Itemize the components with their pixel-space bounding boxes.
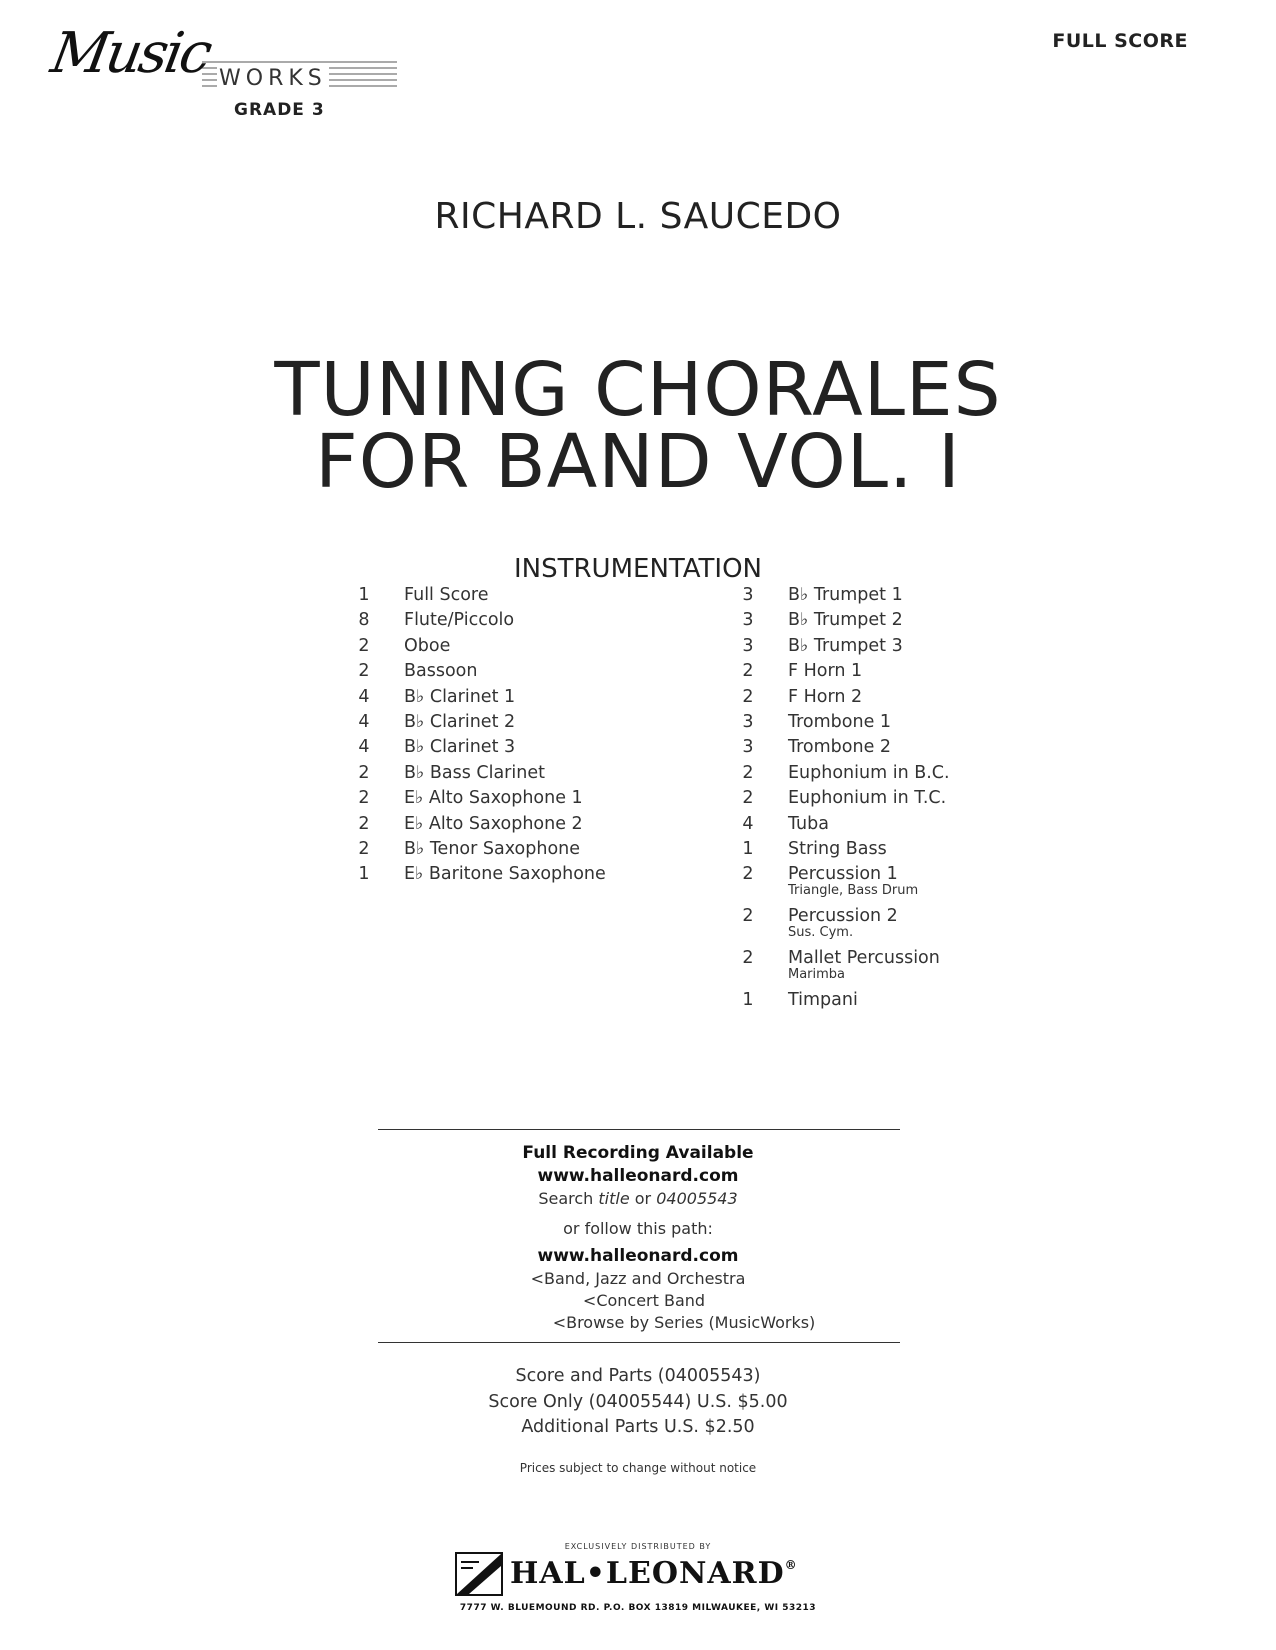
- instrument-name: [788, 788, 946, 808]
- logo-works-text: WORKS: [219, 66, 327, 91]
- instrument-quantity: 8: [358, 610, 370, 631]
- instrument-detail: Sus. Cym.: [788, 925, 854, 941]
- instrument-quantity: 2: [358, 839, 370, 859]
- hal-leonard-emblem-icon: [455, 1552, 503, 1596]
- instrument-quantity: 2: [358, 813, 370, 834]
- instrument-key: B♭: [788, 635, 809, 656]
- instrument-label: Trombone 1: [788, 712, 892, 732]
- price-line-1: Score and Parts (04005543): [515, 1366, 761, 1386]
- instrument-quantity: 3: [742, 635, 754, 656]
- instrument-quantity: 4: [358, 712, 370, 732]
- publisher-address: 7777 W. BLUEMOUND RD. P.O. BOX 13819 MILWAUKEE, WI 53213: [459, 1603, 817, 1613]
- instrument-label: F Horn 1: [788, 661, 863, 682]
- instrument-label: Trumpet 2: [813, 610, 903, 631]
- instrument-quantity: 2: [742, 948, 754, 969]
- instrument-label: Oboe: [404, 635, 451, 656]
- instrument-quantity: 4: [358, 686, 370, 707]
- grade-label: GRADE 3: [234, 100, 325, 120]
- instrument-label: Mallet Percussion: [788, 948, 940, 969]
- instrument-key: B♭: [404, 686, 425, 707]
- instrument-name: [404, 839, 580, 859]
- recording-url-2: www.halleonard.com: [537, 1246, 739, 1266]
- instrument-name: [788, 585, 903, 605]
- path-step-2: <Concert Band: [582, 1291, 706, 1310]
- title-line-1: TUNING CHORALES: [274, 347, 1002, 433]
- hal-leonard-logo: [455, 1550, 815, 1600]
- instrument-label: Trumpet 3: [813, 635, 903, 656]
- instrument-quantity: 1: [358, 585, 370, 605]
- instrumentation-right-column: [738, 585, 1078, 1045]
- instrument-key: B♭: [404, 762, 425, 783]
- instrument-label: Percussion 1: [788, 864, 898, 885]
- price-note: Prices subject to change without notice: [519, 1461, 757, 1475]
- instrument-label: F Horn 2: [788, 686, 863, 707]
- publisher-name-text: HAL•LEONARD: [510, 1556, 785, 1591]
- instrument-quantity: 3: [742, 737, 754, 758]
- divider-top: [378, 1129, 900, 1130]
- instrument-label: Tuba: [788, 813, 829, 834]
- path-step-1: <Band, Jazz and Orchestra: [530, 1269, 746, 1288]
- instrument-label: Trombone 2: [788, 737, 892, 758]
- instrument-quantity: 2: [742, 686, 754, 707]
- instrument-name: [404, 585, 489, 605]
- instrument-quantity: 2: [358, 762, 370, 783]
- instrument-quantity: 4: [358, 737, 370, 758]
- instrumentation-heading: INSTRUMENTATION: [513, 554, 762, 584]
- instrument-quantity: 1: [742, 990, 754, 1011]
- composer-name: RICHARD L. SAUCEDO: [434, 196, 842, 237]
- distributed-by: EXCLUSIVELY DISTRIBUTED BY: [564, 1542, 712, 1551]
- instrument-quantity: 4: [742, 813, 754, 834]
- instrument-label: Clarinet 1: [429, 686, 516, 707]
- instrument-name: [404, 610, 514, 630]
- instrument-label: Euphonium in B.C.: [788, 762, 950, 783]
- instrument-detail: Marimba: [788, 967, 846, 983]
- logo-script-text: Music: [46, 21, 215, 86]
- instrument-name: [788, 814, 829, 834]
- instrument-label: Timpani: [788, 990, 858, 1011]
- instrument-key: B♭: [788, 585, 809, 605]
- instrument-name: [404, 636, 450, 656]
- instrument-quantity: 2: [358, 788, 370, 809]
- instrument-label: Clarinet 2: [429, 712, 516, 732]
- instrument-key: B♭: [788, 610, 809, 631]
- instrument-quantity: 3: [742, 712, 754, 732]
- title-line-2: FOR BAND VOL. I: [315, 419, 961, 505]
- instrument-quantity: 2: [742, 864, 754, 885]
- instrument-quantity: 2: [742, 906, 754, 927]
- instrument-label: String Bass: [788, 839, 887, 859]
- instrumentation-left-column: [354, 585, 694, 905]
- instrument-name: [404, 788, 583, 808]
- instrument-quantity: 1: [742, 839, 754, 859]
- instrument-key: E♭: [404, 864, 424, 885]
- divider-bottom: [378, 1342, 900, 1343]
- edition-label: FULL SCORE: [1052, 30, 1188, 52]
- price-line-2: Score Only (04005544) U.S. $5.00: [488, 1392, 788, 1412]
- instrument-name: [788, 687, 862, 707]
- instrument-name: [788, 661, 862, 681]
- price-list: [0, 1363, 1276, 1475]
- instrument-name: [404, 763, 545, 783]
- search-title: title: [598, 1189, 630, 1208]
- instrument-key: E♭: [404, 788, 424, 809]
- instrument-name: [788, 610, 903, 630]
- instrument-quantity: 2: [358, 635, 370, 656]
- instrument-label: Bass Clarinet: [429, 762, 545, 783]
- instrument-name: [788, 763, 950, 783]
- instrument-label: Full Score: [404, 585, 489, 605]
- instrument-name: [404, 661, 477, 681]
- instrument-name: [788, 948, 940, 968]
- instrument-label: Alto Saxophone 2: [428, 813, 583, 834]
- instrument-quantity: 2: [742, 762, 754, 783]
- instrument-detail: Triangle, Bass Drum: [788, 883, 919, 899]
- instrument-label: Alto Saxophone 1: [428, 788, 583, 809]
- registered-mark: ®: [784, 1558, 798, 1572]
- instrument-key: B♭: [404, 737, 425, 758]
- instrument-quantity: 2: [358, 661, 370, 682]
- instrument-quantity: 3: [742, 585, 754, 605]
- recording-info: [0, 1142, 1276, 1334]
- instrument-key: B♭: [404, 839, 425, 859]
- instrument-name: [404, 687, 515, 707]
- instrument-name: [404, 712, 515, 732]
- instrument-quantity: 3: [742, 610, 754, 631]
- recording-url: www.halleonard.com: [537, 1166, 739, 1186]
- price-line-3: Additional Parts U.S. $2.50: [521, 1417, 755, 1437]
- instrument-label: Baritone Saxophone: [428, 864, 606, 885]
- recording-search: [0, 1188, 1276, 1210]
- instrument-name: [404, 864, 606, 884]
- instrument-key: B♭: [404, 712, 425, 732]
- instrument-name: [404, 814, 583, 834]
- instrument-name: [788, 839, 887, 859]
- instrument-quantity: 1: [358, 864, 370, 885]
- instrument-name: [788, 906, 898, 926]
- publisher-name: [510, 1556, 798, 1591]
- search-prefix: Search: [538, 1189, 599, 1208]
- recording-follow: or follow this path:: [563, 1219, 713, 1238]
- recording-heading: Full Recording Available: [522, 1143, 754, 1163]
- instrument-label: Percussion 2: [788, 906, 898, 927]
- instrument-label: Clarinet 3: [429, 737, 516, 758]
- instrument-quantity: 2: [742, 661, 754, 682]
- instrument-quantity: 2: [742, 788, 754, 809]
- instrument-key: E♭: [404, 813, 424, 834]
- instrument-name: [404, 737, 515, 757]
- instrument-name: [788, 990, 858, 1010]
- instrument-label: Tenor Saxophone: [429, 839, 581, 859]
- instrument-name: [788, 636, 903, 656]
- instrument-label: Trumpet 1: [813, 585, 903, 605]
- instrument-name: [788, 864, 898, 884]
- search-or: or: [629, 1189, 657, 1208]
- instrument-name: [788, 737, 891, 757]
- musicworks-logo: [46, 21, 352, 126]
- instrument-label: Flute/Piccolo: [404, 610, 515, 631]
- instrument-label: Bassoon: [404, 661, 478, 682]
- instrument-name: [788, 712, 891, 732]
- instrument-label: Euphonium in T.C.: [788, 788, 947, 809]
- path-step-3: <Browse by Series (MusicWorks): [552, 1313, 816, 1332]
- search-code: 04005543: [656, 1189, 738, 1208]
- score-title: [0, 347, 1276, 505]
